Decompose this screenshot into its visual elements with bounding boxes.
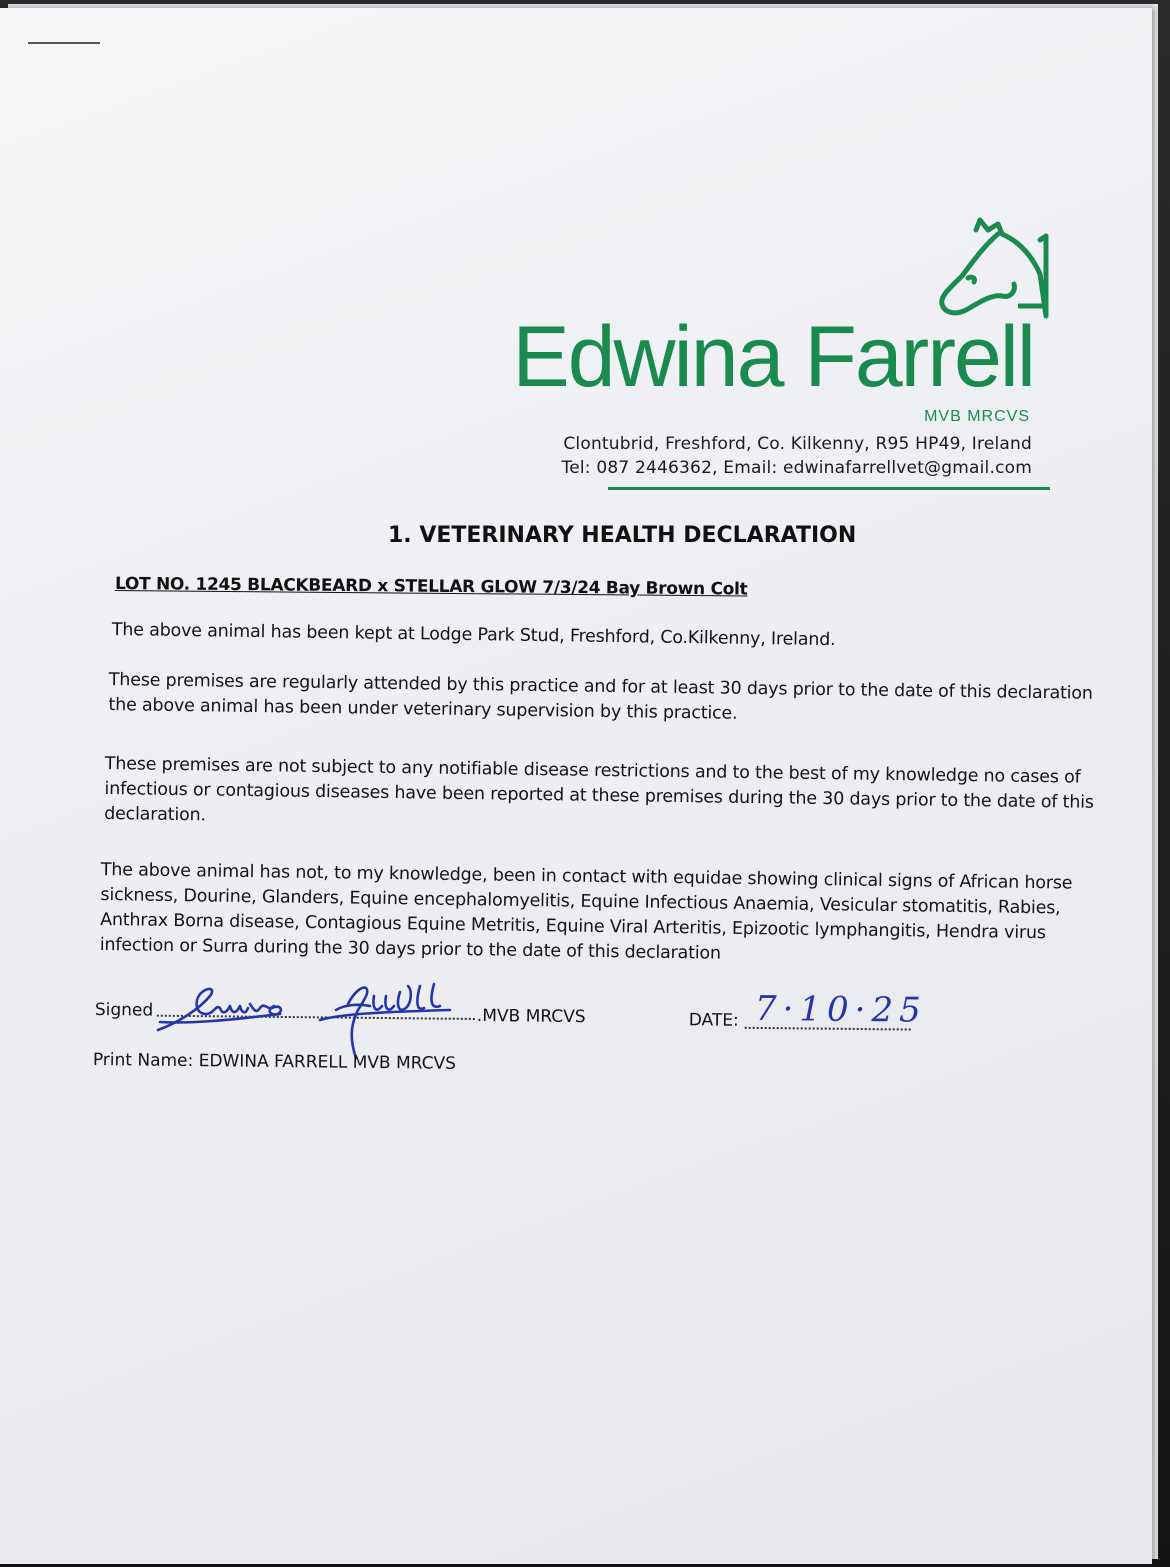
handwritten-date: 7·10·25: [754, 988, 927, 1031]
signed-qualifications: .MVB MRCVS: [476, 1006, 586, 1028]
paragraph-contact-diseases: The above animal has not, to my knowledge, been in contact with equidae showing clinical signs of African horse sickness, Dourine, Glanders, Equine encephalomyelitis, Equine Infectious Anaemia, Vesicular stomatitis, Rabies, Anthrax Borna disease, Contagious Equine Metritis, Equine Viral Arteritis, Epizootic lymphangitis, Hendra virus infection or Surra during the 30 days prior to the date of this declaration: [99, 859, 1073, 964]
declaration-page: [0, 8, 1152, 1564]
lot-description: LOT NO. 1245 BLACKBEARD x STELLAR GLOW 7/3/24 Bay Brown Colt: [114, 574, 748, 600]
practice-contact: Tel: 087 2446362, Email: edwinafarrellvet@gmail.com: [561, 458, 1032, 478]
date-label: DATE:: [688, 1010, 739, 1031]
page-edge-mark: [28, 42, 100, 44]
document-title: 1. VETERINARY HEALTH DECLARATION: [388, 523, 857, 548]
paragraph-premises: The above animal has been kept at Lodge Park Stud, Freshford, Co.Kilkenny, Ireland.: [111, 619, 836, 651]
letterhead-divider: [608, 487, 1050, 490]
paragraph-supervision: These premises are regularly attended by this practice and for at least 30 days prior to the date of this declaration the above animal has been under veterinary supervision by this practice.: [108, 669, 1093, 724]
print-name: Print Name: EDWINA FARRELL MVB MRCVS: [92, 1050, 457, 1074]
practice-qualifications: MVB MRCVS: [924, 408, 1030, 425]
practice-address: Clontubrid, Freshford, Co. Kilkenny, R95 HP49, Ireland: [563, 434, 1032, 454]
paragraph-restrictions: These premises are not subject to any notifiable disease restrictions and to the best of my knowledge no cases of infectious or contagious diseases have been reported at these premises during the 30 days prior to the date of this declaration.: [103, 753, 1094, 826]
signed-label: Signed: [94, 1000, 154, 1021]
practice-name: Edwina Farrell: [512, 309, 1034, 405]
